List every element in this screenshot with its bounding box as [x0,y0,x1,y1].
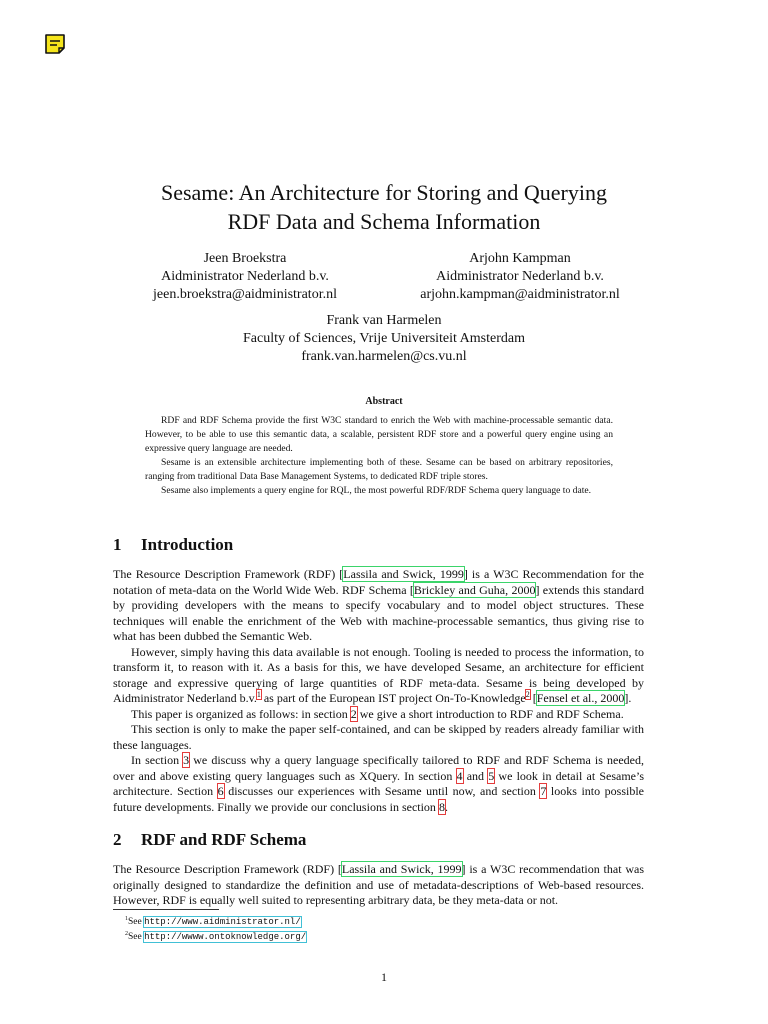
text-run: ] is a W3C recommendation that was originally designed to standardize the definition and use of metadata-descriptions of Web-based resources. However, RDF is equally well suited to representing arbitrary data, be they meta-data or not. [113,862,644,907]
paragraph [113,707,644,723]
title-line-2: RDF Data and Schema Information [227,209,541,234]
author-name: Jeen Broekstra [203,251,287,266]
section-1-body [113,567,644,815]
footnote-mark: 1 [125,916,128,922]
footnote-link[interactable]: 1 [256,690,261,699]
text-run: ]. [624,691,632,705]
section-title: Introduction [141,535,234,554]
section-ref-link[interactable]: 6 [217,784,224,798]
text-run: and [462,768,489,783]
section-heading-introduction [113,535,233,555]
abstract-paragraph: Sesame also implements a query engine for RQL, the most powerful RDF/RDF Schema query language to date. [161,485,592,496]
paragraph [113,567,644,645]
section-ref-link[interactable]: 5 [488,768,495,783]
footnote-2 [125,928,306,943]
author-2 [370,250,670,304]
paragraph [113,753,644,815]
section-number: 2 [113,830,122,849]
section-ref-link[interactable]: 7 [540,784,547,798]
abstract-paragraph: RDF and RDF Schema provide the first W3C standard to enrich the Web with machine-processable semantic data. However, to be able to use this semantic data, a scalable, persistent RDF store and a powerful query engine using an expressive query language are needed. [145,415,613,454]
author-affiliation: Faculty of Sciences, Vrije Universiteit Amsterdam [243,331,525,346]
author-affiliation: Aidministrator Nederland b.v. [436,269,604,284]
author-name: Arjohn Kampman [469,251,571,266]
text-run: This paper is organized as follows: in section [131,706,351,721]
section-ref-link[interactable]: 2 [350,706,357,721]
abstract-paragraph: Sesame is an extensible architecture implementing both of these. Sesame can be based on arbitrary repositories, ranging from traditional Data Base Management Systems, to dedicated RDF triple stores. [145,457,613,482]
author-3 [180,312,588,366]
footnote-divider [113,909,219,910]
section-ref-link[interactable]: 3 [183,753,190,767]
sticky-note-icon[interactable] [44,33,66,55]
text-run: [ [529,691,537,705]
text-run: ] extends this standard by providing developers with the means to specify vocabulary and to model object structures. These techniques will enable the enrichment of the Web with machine-processable semantics, thus giving rise to what has been dubbed the Semantic Web. [113,582,644,643]
text-run: discusses our experiences with Sesame until now, and section [223,784,541,798]
text-run: we give a short introduction to RDF and RDF Schema. [356,706,624,721]
abstract-body [145,414,613,498]
footnote-mark: 2 [125,931,128,938]
footnote-url-link[interactable]: http://www.aidministrator.nl/ [144,917,301,928]
citation-link[interactable]: Fensel et al., 2000 [536,691,625,705]
footnote-1 [125,913,306,928]
text-run: as part of the European IST project On-To-Knowledge [260,691,526,705]
citation-link[interactable]: Brickley and Guha, 2000 [413,582,536,597]
text-run: ] is a W3C Recommendation for the notation of meta-data on the World Wide Web. RDF Schema [ [113,567,644,597]
section-2-body [113,862,644,909]
footnotes [125,913,306,943]
section-heading-rdf [113,830,306,850]
section-title: RDF and RDF Schema [141,830,307,849]
author-1 [130,250,360,304]
section-ref-link[interactable]: 8 [438,799,445,814]
footnote-prefix: See [128,917,145,928]
citation-link[interactable]: Lassila and Swick, 1999 [341,862,462,876]
title-line-1: Sesame: An Architecture for Storing and Querying [160,180,607,205]
author-email: frank.van.harmelen@cs.vu.nl [301,349,467,364]
text-run: we look in detail at Sesame’s architecture. Section [113,768,644,798]
abstract-heading: Abstract [365,396,403,407]
footnote-link[interactable]: 2 [525,690,530,699]
footnote-url-link[interactable]: http://wwww.ontoknowledge.org/ [144,932,307,943]
author-name: Frank van Harmelen [326,313,442,328]
author-affiliation: Aidministrator Nederland b.v. [161,269,329,284]
text-run: In section [131,753,184,767]
section-ref-link[interactable]: 4 [456,768,463,783]
text-run: we discuss why a query language specifically tailored to RDF and RDF Schema is needed, over and above existing query languages such as XQuery. In section [113,753,644,783]
text-run: However, simply having this data available is not enough. Tooling is needed to process the information, to transform it, to reason with it. As a basis for this, we have developed Sesame, an architecture for efficient storage and expressive querying of large quantities of RDF meta-data. Sesame is being developed by Aidministrator Nederland b.v. [113,644,644,705]
paragraph [113,862,644,909]
author-email: arjohn.kampman@aidministrator.nl [420,287,620,302]
text-run: looks into possible future developments. Finally we provide our conclusions in section [113,784,644,814]
paper-title [0,178,768,236]
section-number: 1 [113,535,122,554]
paragraph [113,645,644,707]
footnote-prefix: See [128,932,145,943]
author-email: jeen.broekstra@aidministrator.nl [153,287,337,302]
text-run: . [444,799,448,814]
text-run: The Resource Description Framework (RDF) [ [113,567,344,581]
text-run: The Resource Description Framework (RDF) [ [113,862,342,876]
citation-link[interactable]: Lassila and Swick, 1999 [343,567,464,581]
page-number: 1 [381,970,387,984]
paragraph: This section is only to make the paper self-contained, and can be skipped by readers already familiar with these languages. [113,722,644,752]
